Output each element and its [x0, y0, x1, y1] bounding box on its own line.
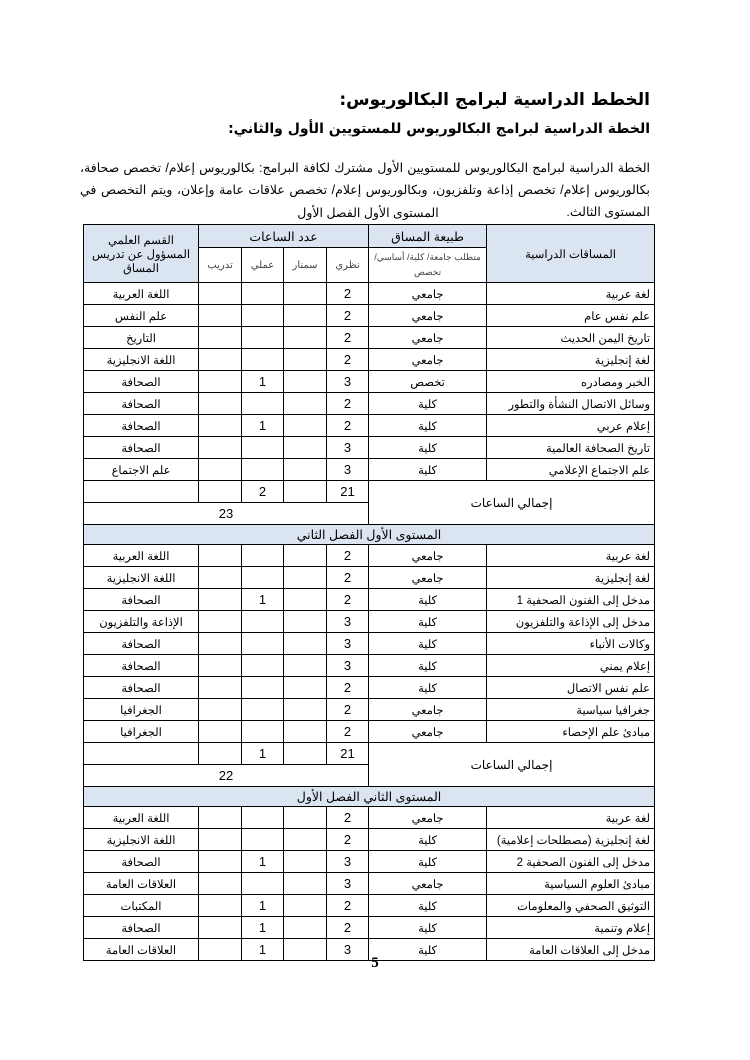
- seminar-hours: [284, 917, 327, 939]
- training-hours: [199, 873, 242, 895]
- practical-hours: [242, 327, 284, 349]
- table-row: [84, 633, 655, 655]
- theory-hours: 3: [327, 633, 369, 655]
- theory-hours: 3: [327, 655, 369, 677]
- table-row: [84, 721, 655, 743]
- header-nature: طبيعة المساق: [369, 225, 487, 248]
- course-name: لغة عربية: [487, 283, 655, 305]
- section-title-row: [84, 787, 655, 807]
- seminar-hours: [284, 415, 327, 437]
- responsible-dept: العلاقات العامة: [84, 873, 199, 895]
- header-course: المساقات الدراسية: [487, 225, 655, 283]
- responsible-dept: الصحافة: [84, 633, 199, 655]
- course-name: مدخل إلى الإذاعة والتلفزيون: [487, 611, 655, 633]
- training-hours: [199, 567, 242, 589]
- total-sum: 22: [84, 765, 369, 787]
- theory-hours: 2: [327, 283, 369, 305]
- practical-hours: [242, 459, 284, 481]
- training-hours: [199, 393, 242, 415]
- practical-hours: [242, 873, 284, 895]
- responsible-dept: اللغة الانجليزية: [84, 567, 199, 589]
- responsible-dept: اللغة الانجليزية: [84, 829, 199, 851]
- practical-hours: [242, 349, 284, 371]
- total-practical: 2: [242, 481, 284, 503]
- course-name: علم نفس عام: [487, 305, 655, 327]
- theory-hours: 3: [327, 873, 369, 895]
- training-hours: [199, 721, 242, 743]
- theory-hours: 3: [327, 459, 369, 481]
- table-row: [84, 371, 655, 393]
- seminar-hours: [284, 567, 327, 589]
- practical-hours: [242, 655, 284, 677]
- total-hours-label: إجمالي الساعات: [369, 481, 655, 525]
- responsible-dept: الإذاعة والتلفزيون: [84, 611, 199, 633]
- seminar-hours: [284, 371, 327, 393]
- theory-hours: 2: [327, 895, 369, 917]
- table-row: [84, 305, 655, 327]
- totals-row: [84, 743, 655, 765]
- practical-hours: 1: [242, 895, 284, 917]
- seminar-hours: [284, 437, 327, 459]
- course-name: لغة إنجليزية: [487, 567, 655, 589]
- course-name: وكالات الأنباء: [487, 633, 655, 655]
- total-dept-empty: [84, 481, 199, 503]
- table-row: [84, 437, 655, 459]
- practical-hours: [242, 305, 284, 327]
- practical-hours: 1: [242, 589, 284, 611]
- course-name: تاريخ اليمن الحديث: [487, 327, 655, 349]
- total-training: [199, 481, 242, 503]
- practical-hours: 1: [242, 851, 284, 873]
- practical-hours: [242, 677, 284, 699]
- theory-hours: 2: [327, 545, 369, 567]
- course-name: وسائل الاتصال النشأة والتطور: [487, 393, 655, 415]
- responsible-dept: علم النفس: [84, 305, 199, 327]
- training-hours: [199, 589, 242, 611]
- total-training: [199, 743, 242, 765]
- course-nature: جامعي: [369, 721, 487, 743]
- responsible-dept: الجغرافيا: [84, 699, 199, 721]
- seminar-hours: [284, 545, 327, 567]
- course-nature: جامعي: [369, 349, 487, 371]
- seminar-hours: [284, 807, 327, 829]
- responsible-dept: الصحافة: [84, 437, 199, 459]
- course-nature: جامعي: [369, 699, 487, 721]
- theory-hours: 2: [327, 589, 369, 611]
- practical-hours: [242, 393, 284, 415]
- intro-paragraph: الخطة الدراسية لبرامج البكالوريوس للمستويين الأول مشترك لكافة البرامج: بكالوريوس إعلام/ تخصص صحافة، بكالوريوس إعلام/ تخصص إذاعة وتلفزيون، وبكالوريوس إعلام/ تخصص علاقات عامة وإعلان، ويتم التخصص في المستوى الثالث.: [80, 161, 650, 219]
- course-nature: كلية: [369, 589, 487, 611]
- course-nature: كلية: [369, 437, 487, 459]
- course-name: جغرافيا سياسية: [487, 699, 655, 721]
- totals-row: [84, 481, 655, 503]
- theory-hours: 2: [327, 677, 369, 699]
- responsible-dept: اللغة العربية: [84, 283, 199, 305]
- course-name: علم نفس الاتصال: [487, 677, 655, 699]
- practical-hours: 1: [242, 939, 284, 961]
- practical-hours: [242, 633, 284, 655]
- course-nature: جامعي: [369, 283, 487, 305]
- header-hours: عدد الساعات: [199, 225, 369, 248]
- course-nature: كلية: [369, 611, 487, 633]
- table-row: [84, 611, 655, 633]
- total-seminar: [284, 481, 327, 503]
- table-row: [84, 677, 655, 699]
- responsible-dept: المكتبات: [84, 895, 199, 917]
- responsible-dept: الصحافة: [84, 415, 199, 437]
- training-hours: [199, 633, 242, 655]
- course-name: إعلام عربي: [487, 415, 655, 437]
- table-header: [84, 225, 655, 283]
- responsible-dept: التاريخ: [84, 327, 199, 349]
- theory-hours: 2: [327, 305, 369, 327]
- table-row: [84, 567, 655, 589]
- table-row: [84, 545, 655, 567]
- table-row: [84, 327, 655, 349]
- theory-hours: 2: [327, 327, 369, 349]
- course-name: إعلام وتنمية: [487, 917, 655, 939]
- training-hours: [199, 415, 242, 437]
- training-hours: [199, 917, 242, 939]
- seminar-hours: [284, 677, 327, 699]
- seminar-hours: [284, 851, 327, 873]
- total-practical: 1: [242, 743, 284, 765]
- theory-hours: 2: [327, 699, 369, 721]
- table-row: [84, 415, 655, 437]
- course-name: التوثيق الصحفي والمعلومات: [487, 895, 655, 917]
- training-hours: [199, 283, 242, 305]
- seminar-hours: [284, 699, 327, 721]
- training-hours: [199, 829, 242, 851]
- course-nature: جامعي: [369, 873, 487, 895]
- table-body: [84, 283, 655, 961]
- section-title: المستوى الأول الفصل الثاني: [84, 525, 655, 545]
- table-row: [84, 589, 655, 611]
- course-nature: كلية: [369, 655, 487, 677]
- training-hours: [199, 459, 242, 481]
- responsible-dept: الصحافة: [84, 371, 199, 393]
- practical-hours: 1: [242, 371, 284, 393]
- practical-hours: [242, 437, 284, 459]
- seminar-hours: [284, 721, 327, 743]
- total-hours-label: إجمالي الساعات: [369, 743, 655, 787]
- course-name: لغة عربية: [487, 807, 655, 829]
- total-seminar: [284, 743, 327, 765]
- main-heading: الخطط الدراسية لبرامج البكالوريوس:: [339, 90, 650, 110]
- table-row: [84, 283, 655, 305]
- course-nature: جامعي: [369, 567, 487, 589]
- responsible-dept: اللغة العربية: [84, 545, 199, 567]
- training-hours: [199, 895, 242, 917]
- seminar-hours: [284, 393, 327, 415]
- total-dept-empty: [84, 743, 199, 765]
- seminar-hours: [284, 459, 327, 481]
- header-dept: القسم العلمي المسؤول عن تدريس المساق: [84, 225, 199, 283]
- responsible-dept: الجغرافيا: [84, 721, 199, 743]
- course-nature: جامعي: [369, 327, 487, 349]
- table-row: [84, 851, 655, 873]
- course-name: علم الاجتماع الإعلامي: [487, 459, 655, 481]
- practical-hours: [242, 283, 284, 305]
- total-theory: 21: [327, 481, 369, 503]
- header-seminar: سمنار: [284, 248, 327, 283]
- responsible-dept: الصحافة: [84, 851, 199, 873]
- course-name: مدخل إلى العلاقات العامة: [487, 939, 655, 961]
- seminar-hours: [284, 829, 327, 851]
- seminar-hours: [284, 305, 327, 327]
- responsible-dept: الصحافة: [84, 917, 199, 939]
- responsible-dept: اللغة الانجليزية: [84, 349, 199, 371]
- training-hours: [199, 677, 242, 699]
- course-name: مدخل إلى الفنون الصحفية 1: [487, 589, 655, 611]
- table-caption: المستوى الأول الفصل الأول: [297, 206, 439, 220]
- seminar-hours: [284, 873, 327, 895]
- theory-hours: 3: [327, 939, 369, 961]
- course-nature: كلية: [369, 851, 487, 873]
- seminar-hours: [284, 283, 327, 305]
- course-nature: جامعي: [369, 305, 487, 327]
- seminar-hours: [284, 611, 327, 633]
- course-nature: تخصص: [369, 371, 487, 393]
- practical-hours: 1: [242, 917, 284, 939]
- training-hours: [199, 371, 242, 393]
- course-name: مبادئ علم الإحصاء: [487, 721, 655, 743]
- responsible-dept: الصحافة: [84, 589, 199, 611]
- course-nature: كلية: [369, 459, 487, 481]
- theory-hours: 2: [327, 917, 369, 939]
- course-nature: جامعي: [369, 545, 487, 567]
- responsible-dept: العلاقات العامة: [84, 939, 199, 961]
- responsible-dept: اللغة العربية: [84, 807, 199, 829]
- responsible-dept: الصحافة: [84, 655, 199, 677]
- course-nature: كلية: [369, 415, 487, 437]
- course-name: لغة إنجليزية: [487, 349, 655, 371]
- sub-heading: الخطة الدراسية لبرامج البكالوريوس للمستويين الأول والثاني:: [228, 121, 650, 137]
- total-sum: 23: [84, 503, 369, 525]
- theory-hours: 2: [327, 721, 369, 743]
- table-row: [84, 829, 655, 851]
- training-hours: [199, 655, 242, 677]
- practical-hours: [242, 699, 284, 721]
- practical-hours: [242, 611, 284, 633]
- training-hours: [199, 807, 242, 829]
- course-nature: كلية: [369, 677, 487, 699]
- practical-hours: 1: [242, 415, 284, 437]
- training-hours: [199, 699, 242, 721]
- responsible-dept: علم الاجتماع: [84, 459, 199, 481]
- training-hours: [199, 327, 242, 349]
- page-number: 5: [371, 955, 379, 971]
- practical-hours: [242, 545, 284, 567]
- practical-hours: [242, 807, 284, 829]
- header-training: تدريب: [199, 248, 242, 283]
- course-nature: كلية: [369, 829, 487, 851]
- header-nature-sub: متطلب جامعة/ كلية/ أساسي/ تخصص: [369, 248, 487, 283]
- seminar-hours: [284, 633, 327, 655]
- table-row: [84, 459, 655, 481]
- course-nature: كلية: [369, 895, 487, 917]
- section-title: المستوى الثاني الفصل الأول: [84, 787, 655, 807]
- table-row: [84, 807, 655, 829]
- theory-hours: 2: [327, 829, 369, 851]
- theory-hours: 2: [327, 567, 369, 589]
- course-name: مبادئ العلوم السياسية: [487, 873, 655, 895]
- training-hours: [199, 851, 242, 873]
- total-theory: 21: [327, 743, 369, 765]
- training-hours: [199, 349, 242, 371]
- course-name: تاريخ الصحافة العالمية: [487, 437, 655, 459]
- section-title-row: [84, 525, 655, 545]
- practical-hours: [242, 567, 284, 589]
- seminar-hours: [284, 589, 327, 611]
- responsible-dept: الصحافة: [84, 677, 199, 699]
- course-nature: جامعي: [369, 807, 487, 829]
- study-plan-table: [83, 224, 655, 961]
- seminar-hours: [284, 655, 327, 677]
- theory-hours: 3: [327, 611, 369, 633]
- theory-hours: 2: [327, 393, 369, 415]
- table-row: [84, 895, 655, 917]
- course-name: مدخل إلى الفنون الصحفية 2: [487, 851, 655, 873]
- seminar-hours: [284, 895, 327, 917]
- table-row: [84, 917, 655, 939]
- seminar-hours: [284, 349, 327, 371]
- training-hours: [199, 611, 242, 633]
- table-row: [84, 655, 655, 677]
- course-name: لغة إنجليزية (مصطلحات إعلامية): [487, 829, 655, 851]
- theory-hours: 3: [327, 437, 369, 459]
- training-hours: [199, 545, 242, 567]
- responsible-dept: الصحافة: [84, 393, 199, 415]
- course-name: لغة عربية: [487, 545, 655, 567]
- course-nature: كلية: [369, 917, 487, 939]
- header-practical: عملي: [242, 248, 284, 283]
- theory-hours: 3: [327, 371, 369, 393]
- theory-hours: 2: [327, 807, 369, 829]
- table-row: [84, 873, 655, 895]
- theory-hours: 2: [327, 349, 369, 371]
- seminar-hours: [284, 327, 327, 349]
- course-name: إعلام يمني: [487, 655, 655, 677]
- training-hours: [199, 437, 242, 459]
- practical-hours: [242, 721, 284, 743]
- theory-hours: 2: [327, 415, 369, 437]
- table-row: [84, 349, 655, 371]
- course-nature: كلية: [369, 939, 487, 961]
- theory-hours: 3: [327, 851, 369, 873]
- table-row: [84, 699, 655, 721]
- header-theory: نظري: [327, 248, 369, 283]
- training-hours: [199, 305, 242, 327]
- table-row: [84, 393, 655, 415]
- course-name: الخبر ومصادره: [487, 371, 655, 393]
- practical-hours: [242, 829, 284, 851]
- course-nature: كلية: [369, 393, 487, 415]
- course-nature: كلية: [369, 633, 487, 655]
